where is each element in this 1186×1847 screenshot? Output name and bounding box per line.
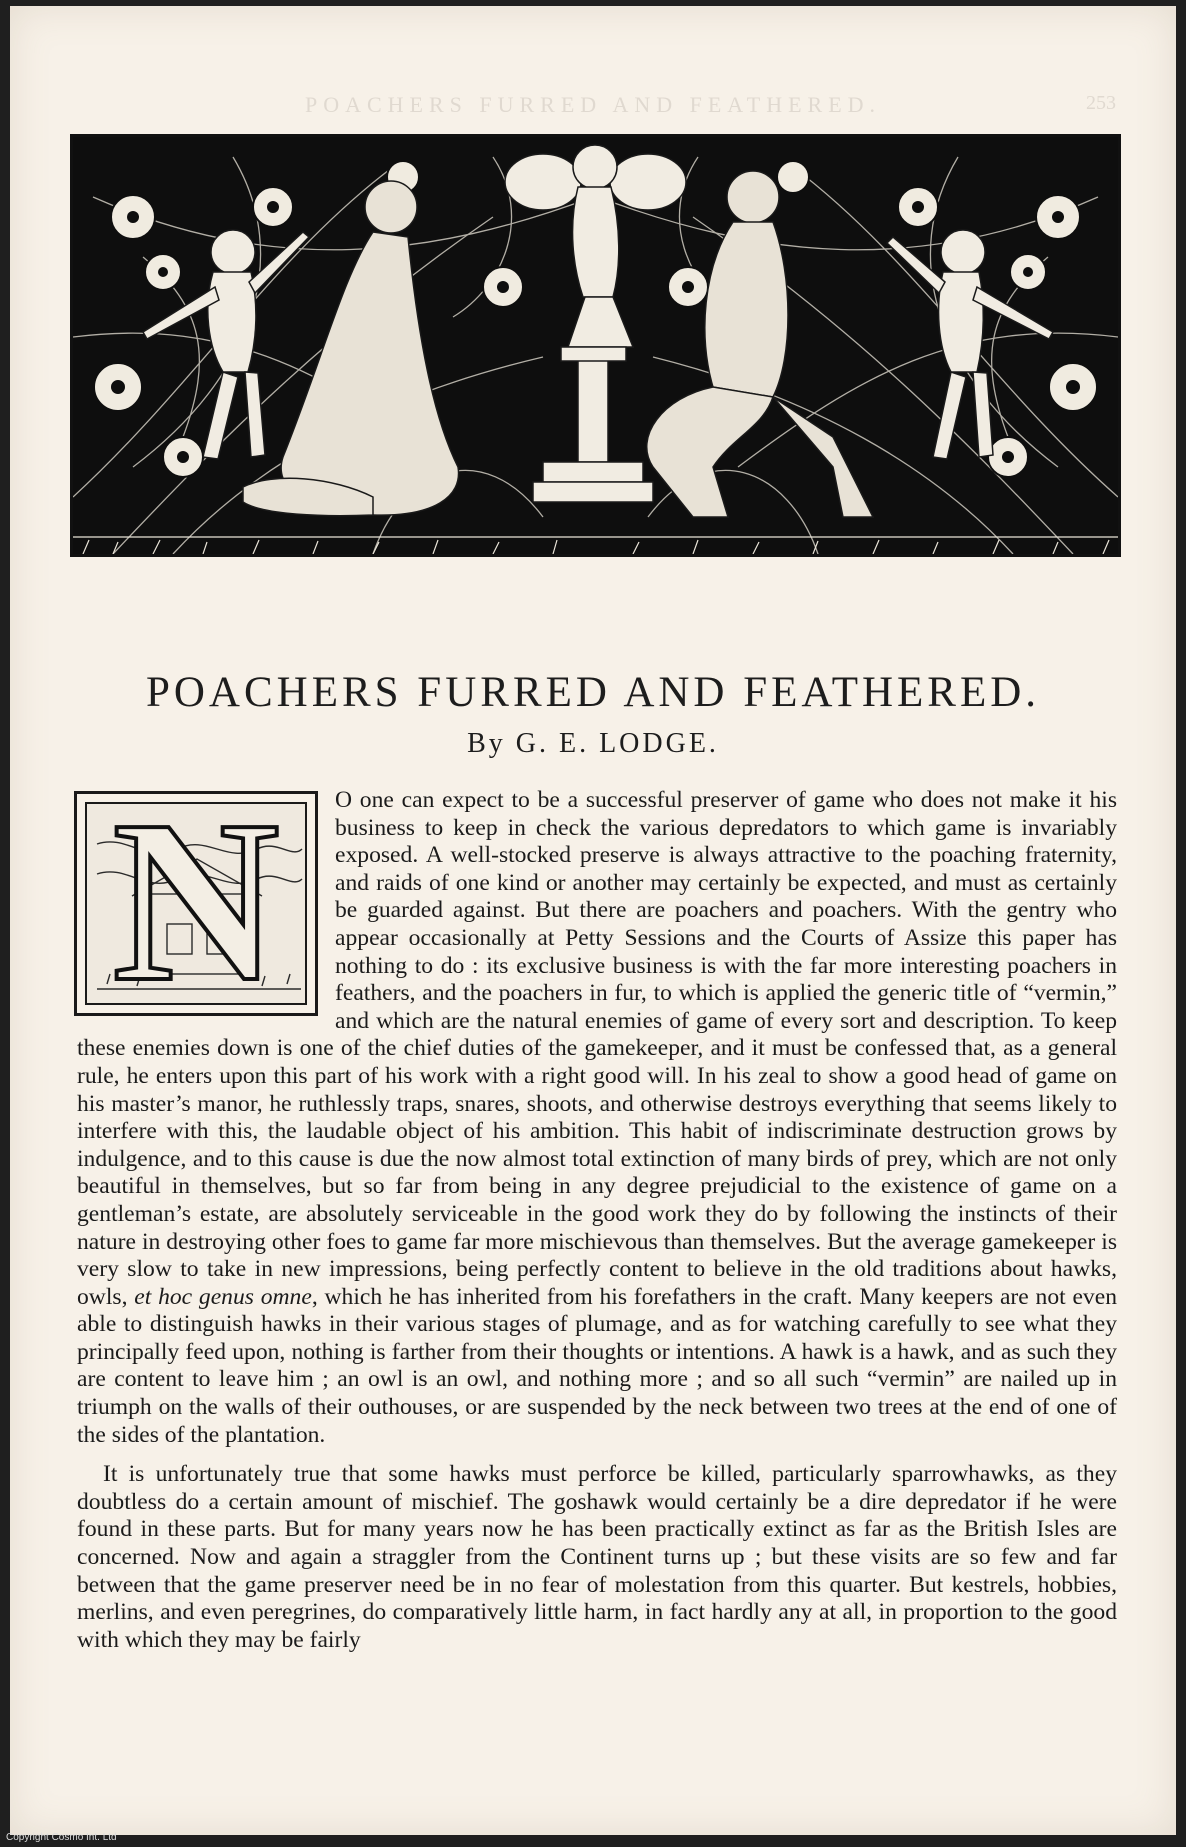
paragraph-2: It is unfortunately true that some hawks must perforce be killed, particularly sparrowhawks, as they doubtless do a certain amount of mischief. The goshawk would certainly be a dire depredator if he were found in these parts. But for many years now he has been practically extinct as far as the British Isles are concerned. Now and again a straggler from the Continent turns up ; but these visits are so few and far between that the game preserver need be in no fear of molestation from this quarter. But kestrels, hobbies, merlins, and even peregrines, do comparatively little harm, in fact hardly any at all, in proportion to the good with which they may be fairly [77,1461,1117,1653]
copyright-notice: Copyright Cosmo Int. Ltd [6,1832,117,1843]
show-through-page-number: 253 [1086,92,1116,114]
show-through-running-header: POACHERS FURRED AND FEATHERED. [304,92,882,117]
paragraph-1-lead: O one can expect to be a successful preserver of game who does not make it his business to keep in check the various depredators to which game is invariably exposed. A well-stocked preserve is always attractive to the poaching fraternity, and raids of one kind or another may certainly be expected, and must as certainly be guarded against. But there are poachers and poachers. With the gentry who appear occasionally at Petty Sessions and the Courts of Assize this paper has nothing to do : its exclusive business is with the far more interesting poachers in feathers, and the poachers in fur, to which is applied the generic title of “vermin,” and which are the natural enemies of game of every sort and description. To keep these enemies down is one of the chief duties of the gamekeeper, and it must be confessed that, as a general rule, he enters upon this part of his work with a right good will. In his zeal to show a good head of game on his master’s manor, he ruthlessly traps, snares, shoots, and otherwise destroys everything that seems likely to interfere with this, the laudable object of his ambition. This habit of indiscriminate destruction grows by indulgence, and to this cause is due the now almost total extinction of many birds of prey, which are not only beautiful in themselves, but so far from being in any degree prejudicial to the existence of game on a gentleman’s estate, are absolutely serviceable in the good work they do by following the instincts of their nature in destroying other foes to game far more mischievous than themselves. But the average gamekeeper is very slow to take in new impressions, being perfectly content to believe in the old traditions about hawks, owls, [77,787,1117,1310]
magazine-page [10,6,1176,1835]
article-body [77,787,1117,1654]
latin-phrase: et hoc genus omne [134,1283,312,1310]
paragraph-1-tail: , which he has inherited from his forefathers in the craft. Many keepers are not even able to distinguish hawks in their various stages of plumage, and as for watching carefully to see what they principally feed upon, nothing is farther from their thoughts or intentions. A hawk is a hawk, and as such they are content to leave him ; an owl is an owl, and nothing more ; and so all such “vermin” are nailed up in triumph on the walls of their outhouses, or are suspended by the neck between two trees at the end of one of the sides of the plantation. [77,1283,1117,1448]
illustration-artwork [73,137,1118,554]
engraved-header-illustration [70,134,1121,557]
article-byline: By G. E. LODGE. [467,728,719,759]
initial-wrap-space [74,787,325,1034]
article-title: POACHERS FURRED AND FEATHERED. [145,669,1041,716]
initial-letter-n: N [112,802,280,1005]
